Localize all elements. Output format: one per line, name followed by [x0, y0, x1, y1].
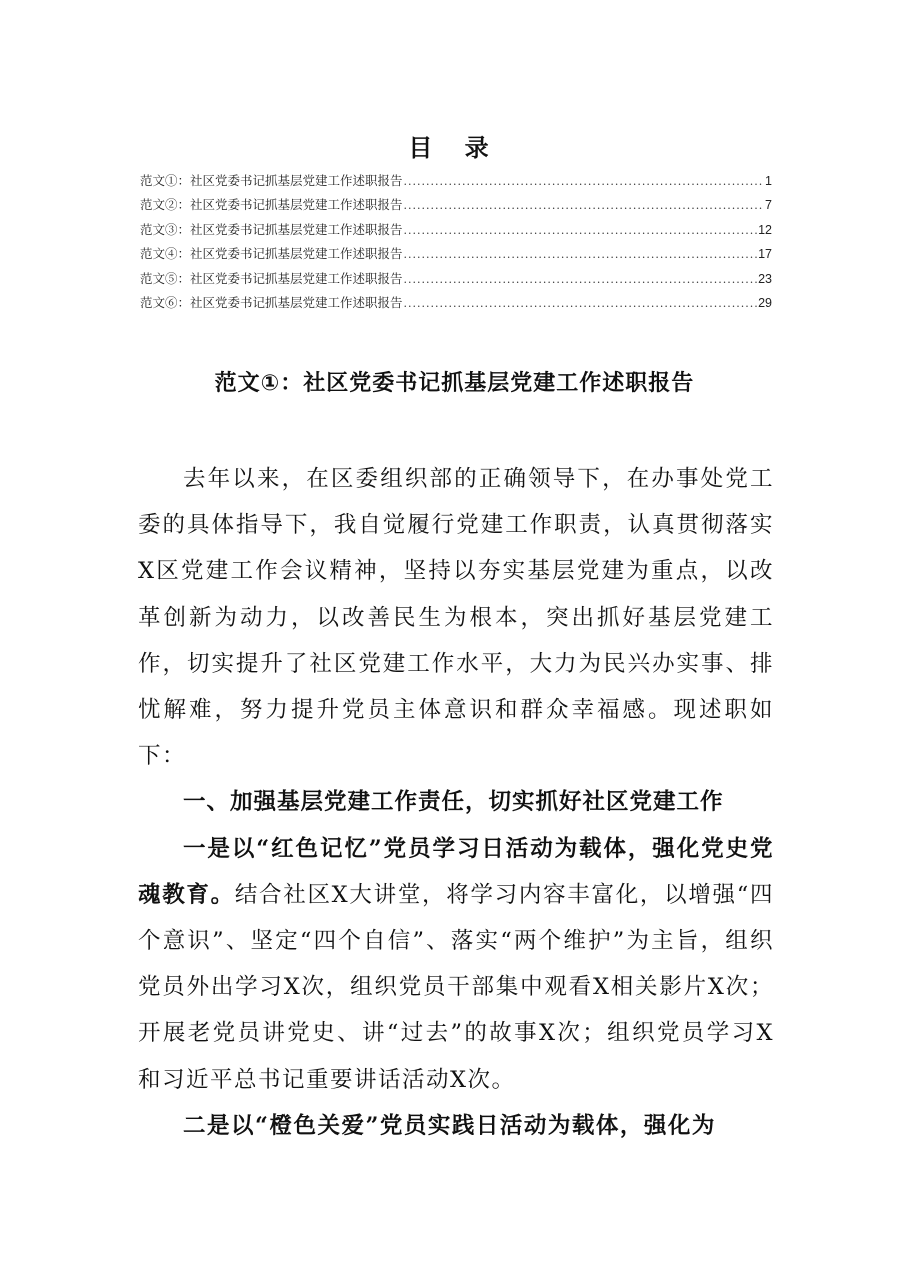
essay-title: 范文①：社区党委书记抓基层党建工作述职报告 — [214, 371, 695, 396]
point-lead: 二是以“橙色关爱”党员实践日活动为载体，强化为 — [183, 1112, 716, 1139]
section-heading: 一、加强基层党建工作责任，切实抓好社区党建工作 — [183, 789, 724, 816]
toc-entry[interactable] — [140, 244, 772, 268]
toc-entry-label: 范文③：社区党委书记抓基层党建工作述职报告 — [140, 221, 403, 237]
toc-entry-label: 范文②：社区党委书记抓基层党建工作述职报告 — [140, 197, 403, 213]
essay-body — [138, 456, 774, 1149]
toc-entry[interactable] — [140, 195, 772, 219]
point-text: 结合社区X大讲堂，将学习内容丰富化，以增强“四个意识”、坚定“四个自信”、落实“两个维护”为主旨，组织党员外出学习X次，组织党员干部集中观看X相关影片X次；开展老党员讲党史、讲“过去”的故事X次；组织党员学习X和习近平总书记重要讲话活动X次。 — [138, 881, 774, 1093]
point-paragraph — [138, 1103, 774, 1149]
toc-title: 目 录 — [408, 134, 501, 162]
toc-entry-page: 7 — [765, 198, 772, 213]
toc-entry-page: 17 — [758, 247, 772, 262]
toc-leader-dots — [404, 273, 758, 286]
toc-entry[interactable] — [140, 269, 772, 293]
toc-entry[interactable] — [140, 293, 772, 317]
toc-leader-dots — [404, 224, 758, 237]
toc-entry-label: 范文⑥：社区党委书记抓基层党建工作述职报告 — [140, 294, 403, 310]
toc-entry-label: 范文①：社区党委书记抓基层党建工作述职报告 — [140, 173, 403, 188]
toc-entry-page: 29 — [758, 295, 772, 310]
toc-entry-page: 1 — [765, 174, 772, 188]
toc-entry[interactable] — [140, 171, 772, 195]
point-paragraph — [138, 826, 774, 1103]
toc-leader-dots — [404, 175, 765, 188]
toc-entry[interactable] — [140, 220, 772, 244]
toc-entry-label: 范文④：社区党委书记抓基层党建工作述职报告 — [140, 246, 403, 262]
toc-leader-dots — [404, 248, 758, 261]
toc-leader-dots — [404, 199, 765, 212]
intro-paragraph: 去年以来，在区委组织部的正确领导下，在办事处党工委的具体指导下，我自觉履行党建工作职责，认真贯彻落实X区党建工作会议精神，坚持以夯实基层党建为重点，以改革创新为动力，以改善民生为根本，突出抓好基层党建工作，切实提升了社区党建工作水平，大力为民兴办实事、排忧解难，努力提升党员主体意识和群众幸福感。现述职如下： — [138, 466, 774, 770]
point-lead: 一是以“红色记忆”党员学习日活动为载体，强化党史党魂教育。 — [138, 835, 774, 908]
toc-entry-page: 12 — [758, 222, 772, 237]
toc-entry-label: 范文⑤：社区党委书记抓基层党建工作述职报告 — [140, 270, 403, 286]
toc-entry-page: 23 — [758, 271, 772, 286]
toc-leader-dots — [404, 297, 758, 310]
table-of-contents — [140, 171, 772, 317]
